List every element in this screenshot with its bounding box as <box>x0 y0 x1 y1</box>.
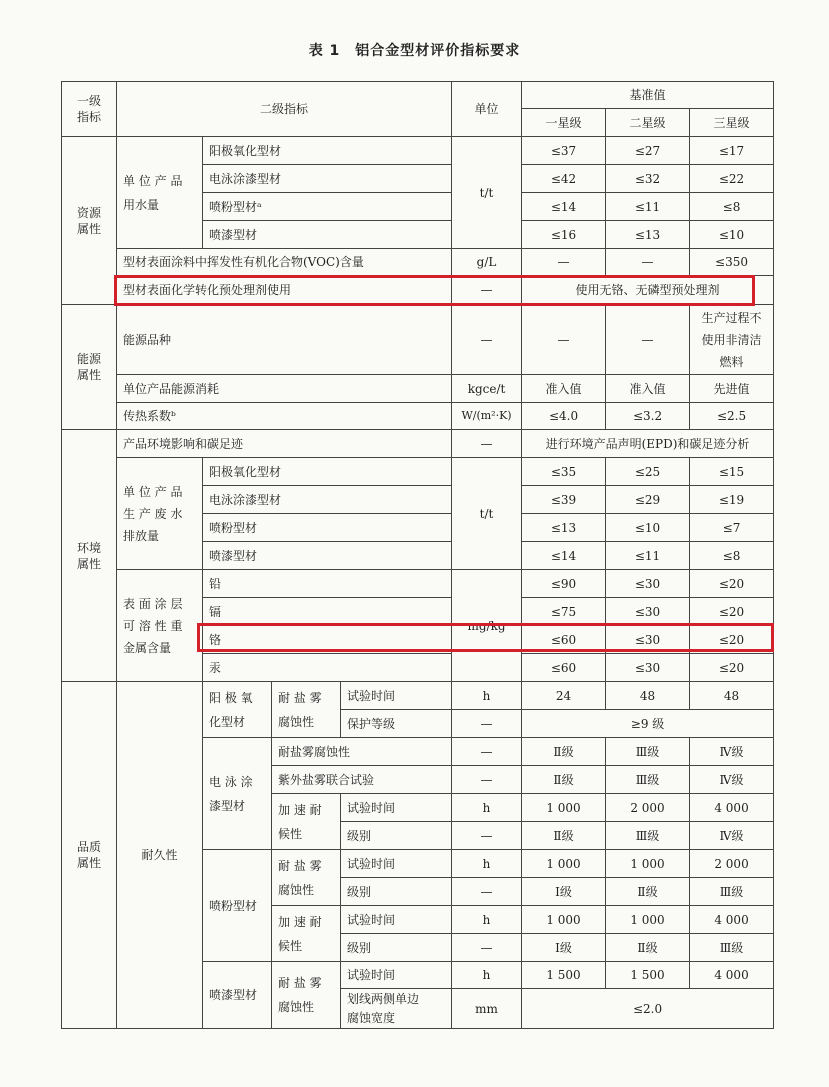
cell: Ⅲ级 <box>690 934 774 962</box>
anod-salt-label: 耐 盐 雾 腐蚀性 <box>272 682 341 738</box>
waste-item: 阳极氧化型材 <box>203 458 452 486</box>
cell: ≤11 <box>606 193 690 221</box>
cell: Ⅳ级 <box>690 822 774 850</box>
cell: — <box>522 249 606 276</box>
cell: ≤14 <box>522 193 606 221</box>
cell: — <box>452 738 522 766</box>
cell: mm <box>452 989 522 1029</box>
cell: ≤27 <box>606 137 690 165</box>
paint-label: 喷漆型材 <box>203 962 272 1029</box>
voc-item: 型材表面涂料中挥发性有机化合物(VOC)含量 <box>117 249 452 276</box>
evaluation-table <box>61 81 774 1029</box>
cell: ≤2.0 <box>522 989 774 1029</box>
cell: ≤60 <box>522 626 606 654</box>
cell: ≤8 <box>690 542 774 570</box>
cell: ≤30 <box>606 654 690 682</box>
cell: — <box>452 934 522 962</box>
electro-uv: 紫外盐雾联合试验 <box>272 766 452 794</box>
cell: Ⅱ级 <box>606 878 690 906</box>
cell: 准入值 <box>522 375 606 403</box>
water-label: 单 位 产 品 用水量 <box>117 137 203 249</box>
cell: — <box>452 710 522 738</box>
cell: ≤30 <box>606 570 690 598</box>
cell: Ⅲ级 <box>606 738 690 766</box>
cell: ≤14 <box>522 542 606 570</box>
cell: ≤32 <box>606 165 690 193</box>
cell: ≤29 <box>606 486 690 514</box>
highlight-box-chromium <box>197 623 774 652</box>
cell: 4 000 <box>690 962 774 989</box>
voc-unit: g/L <box>452 249 522 276</box>
cell: ≤17 <box>690 137 774 165</box>
cell: ≤11 <box>606 542 690 570</box>
cell: 1 500 <box>606 962 690 989</box>
cell: ≤75 <box>522 598 606 626</box>
cell: 4 000 <box>690 906 774 934</box>
cell: Ⅳ级 <box>690 738 774 766</box>
cell: Ⅲ级 <box>690 878 774 906</box>
cell: ≤37 <box>522 137 606 165</box>
cell: kgce/t <box>452 375 522 403</box>
waste-item: 电泳涂漆型材 <box>203 486 452 514</box>
quality-label: 品质 属性 <box>62 682 117 1029</box>
energy-heat: 传热系数ᵇ <box>117 403 452 430</box>
cell: 2 000 <box>606 794 690 822</box>
cell: Ⅱ级 <box>606 934 690 962</box>
header-star1: 一星级 <box>522 109 606 137</box>
sub-item: 试验时间 <box>341 962 452 989</box>
header-level2: 二级指标 <box>117 82 452 137</box>
cell: 48 <box>690 682 774 710</box>
cell: Ⅰ级 <box>522 878 606 906</box>
sub-item: 试验时间 <box>341 682 452 710</box>
cell: h <box>452 906 522 934</box>
metal-unit: mg/kg <box>452 570 522 682</box>
waste-item: 喷粉型材 <box>203 514 452 542</box>
cell: ≤13 <box>522 514 606 542</box>
cell: ≤20 <box>690 626 774 654</box>
cell: Ⅰ级 <box>522 934 606 962</box>
electro-label: 电 泳 涂 漆型材 <box>203 738 272 850</box>
highlight-box-pretreatment <box>114 275 755 306</box>
powder-label: 喷粉型材 <box>203 850 272 962</box>
cell: 生产过程不 使用非清洁 燃料 <box>690 305 774 375</box>
anodized-label: 阳 极 氧 化型材 <box>203 682 272 738</box>
cell: Ⅲ级 <box>606 766 690 794</box>
cell: 1 000 <box>606 906 690 934</box>
cell: ≤10 <box>606 514 690 542</box>
cell: 先进值 <box>690 375 774 403</box>
environment-label: 环境 属性 <box>62 430 117 682</box>
cell: Ⅳ级 <box>690 766 774 794</box>
cell: ≤35 <box>522 458 606 486</box>
cell: — <box>452 305 522 375</box>
waste-unit: t/t <box>452 458 522 570</box>
durability-label: 耐久性 <box>117 682 203 1029</box>
paint-salt-label: 耐 盐 雾 腐蚀性 <box>272 962 341 1029</box>
cell: — <box>452 822 522 850</box>
cell: Ⅱ级 <box>522 822 606 850</box>
water-item: 喷漆型材 <box>203 221 452 249</box>
cell: h <box>452 962 522 989</box>
header-star2: 二星级 <box>606 109 690 137</box>
cell: 1 500 <box>522 962 606 989</box>
cell: 1 000 <box>522 794 606 822</box>
header-unit: 单位 <box>452 82 522 137</box>
cell: ≤16 <box>522 221 606 249</box>
header-level1: 一级 指标 <box>62 82 117 137</box>
cell: ≤90 <box>522 570 606 598</box>
powder-salt-label: 耐 盐 雾 腐蚀性 <box>272 850 341 906</box>
pretreat-unit: — <box>452 276 522 305</box>
water-item: 电泳涂漆型材 <box>203 165 452 193</box>
electro-accel-label: 加 速 耐 候性 <box>272 794 341 850</box>
header-star3: 三星级 <box>690 109 774 137</box>
table-title: 表 1 铝合金型材评价指标要求 <box>308 43 521 59</box>
cell: — <box>606 249 690 276</box>
sub-item: 划线两侧单边 腐蚀宽度 <box>341 989 452 1029</box>
energy-consume: 单位产品能源消耗 <box>117 375 452 403</box>
pretreat-item: 型材表面化学转化预处理剂使用 <box>117 276 452 305</box>
cell: 准入值 <box>606 375 690 403</box>
cell: — <box>452 430 522 458</box>
cell: ≤60 <box>522 654 606 682</box>
cell: ≤3.2 <box>606 403 690 430</box>
cell: h <box>452 794 522 822</box>
cell: ≤10 <box>690 221 774 249</box>
cell: ≤350 <box>690 249 774 276</box>
metal-item: 铅 <box>203 570 452 598</box>
cell: ≤15 <box>690 458 774 486</box>
energy-label: 能源 属性 <box>62 305 117 430</box>
resource-label: 资源 属性 <box>62 137 117 305</box>
cell: h <box>452 850 522 878</box>
cell: — <box>452 766 522 794</box>
cell: — <box>606 305 690 375</box>
cell: 1 000 <box>522 850 606 878</box>
sub-item: 级别 <box>341 822 452 850</box>
cell: Ⅱ级 <box>522 766 606 794</box>
metal-label: 表 面 涂 层 可 溶 性 重 金属含量 <box>117 570 203 682</box>
sub-item: 试验时间 <box>341 794 452 822</box>
cell: 48 <box>606 682 690 710</box>
waste-label: 单 位 产 品 生 产 废 水 排放量 <box>117 458 203 570</box>
cell: ≤22 <box>690 165 774 193</box>
cell: h <box>452 682 522 710</box>
energy-kind: 能源品种 <box>117 305 452 375</box>
water-unit: t/t <box>452 137 522 249</box>
cell: ≤8 <box>690 193 774 221</box>
cell: ≤4.0 <box>522 403 606 430</box>
cell: ≤25 <box>606 458 690 486</box>
water-item: 喷粉型材ᵃ <box>203 193 452 221</box>
metal-item: 铬 <box>203 626 452 654</box>
cell: Ⅱ级 <box>522 738 606 766</box>
metal-item: 汞 <box>203 654 452 682</box>
cell: ≤20 <box>690 654 774 682</box>
sub-item: 级别 <box>341 878 452 906</box>
cell: ≤20 <box>690 570 774 598</box>
cell: Ⅲ级 <box>606 822 690 850</box>
cell: 1 000 <box>606 850 690 878</box>
cell: ≥9 级 <box>522 710 774 738</box>
cell: ≤30 <box>606 598 690 626</box>
cell: ≤19 <box>690 486 774 514</box>
sub-item: 保护等级 <box>341 710 452 738</box>
cell: ≤13 <box>606 221 690 249</box>
header-benchmark: 基准值 <box>522 82 774 109</box>
cell: 4 000 <box>690 794 774 822</box>
cell: ≤20 <box>690 598 774 626</box>
pretreat-value: 使用无铬、无磷型预处理剂 <box>522 276 774 305</box>
water-item: 阳极氧化型材 <box>203 137 452 165</box>
cell: 24 <box>522 682 606 710</box>
cell: ≤42 <box>522 165 606 193</box>
cell: ≤7 <box>690 514 774 542</box>
cell: — <box>522 305 606 375</box>
sub-item: 级别 <box>341 934 452 962</box>
electro-salt: 耐盐雾腐蚀性 <box>272 738 452 766</box>
cell: ≤2.5 <box>690 403 774 430</box>
footprint-item: 产品环境影响和碳足迹 <box>117 430 452 458</box>
waste-item: 喷漆型材 <box>203 542 452 570</box>
sub-item: 试验时间 <box>341 850 452 878</box>
metal-item: 镉 <box>203 598 452 626</box>
cell: ≤39 <box>522 486 606 514</box>
cell: W/(m²·K) <box>452 403 522 430</box>
cell: ≤30 <box>606 626 690 654</box>
cell: 2 000 <box>690 850 774 878</box>
footprint-value: 进行环境产品声明(EPD)和碳足迹分析 <box>522 430 774 458</box>
cell: — <box>452 878 522 906</box>
cell: 1 000 <box>522 906 606 934</box>
powder-accel-label: 加 速 耐 候性 <box>272 906 341 962</box>
sub-item: 试验时间 <box>341 906 452 934</box>
